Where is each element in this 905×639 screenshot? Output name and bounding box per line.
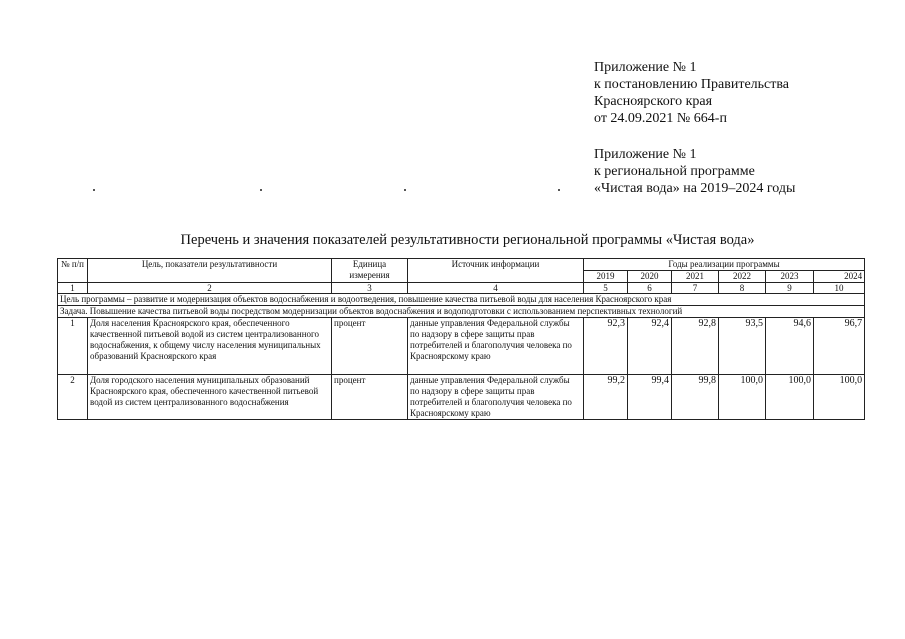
row-unit: процент [332, 375, 408, 420]
header-line: к постановлению Правительства [594, 77, 790, 92]
column-index: 2 [88, 283, 332, 294]
column-index: 6 [628, 283, 672, 294]
row-num: 1 [58, 318, 88, 375]
row-value: 94,6 [766, 318, 814, 375]
row-value: 100,0 [766, 375, 814, 420]
header-year: 2021 [672, 271, 719, 283]
header-year: 2020 [628, 271, 672, 283]
table-header-row [58, 259, 865, 271]
column-index: 5 [584, 283, 628, 294]
header-line: от 24.09.2021 № 664-п [594, 111, 727, 126]
scan-dot [558, 189, 560, 191]
row-indicator: Доля населения Красноярского края, обеспеченного качественной питьевой водой из систем централизованного водоснабжения, к общему числу населения муниципальных образований Красноярского края [88, 318, 332, 375]
header-years-group: Годы реализации программы [584, 259, 865, 271]
table-row [58, 318, 865, 375]
header-year: 2023 [766, 271, 814, 283]
column-index: 1 [58, 283, 88, 294]
task-row [58, 306, 865, 318]
program-goal: Цель программы – развитие и модернизация объектов водоснабжения и водоотведения, повышение качества питьевой воды для населения Красноярского края [58, 294, 865, 306]
row-source: данные управления Федеральной службы по надзору в сфере защиты прав потребителей и благополучия человека по Красноярскому краю [408, 318, 584, 375]
scan-dot [93, 189, 95, 191]
header-year: 2022 [719, 271, 766, 283]
column-index: 3 [332, 283, 408, 294]
header-line: Красноярского края [594, 94, 713, 109]
column-index: 10 [814, 283, 865, 294]
program-task: Задача. Повышение качества питьевой воды посредством модернизации объектов водоснабжения и водоподготовки с использованием перспективных технологий [58, 306, 865, 318]
row-value: 93,5 [719, 318, 766, 375]
header-line: Приложение № 1 [594, 147, 697, 162]
row-value: 92,3 [584, 318, 628, 375]
row-value: 92,8 [672, 318, 719, 375]
row-value: 100,0 [719, 375, 766, 420]
header-block-regional-program [594, 146, 795, 197]
indicators-table [57, 258, 865, 420]
row-num: 2 [58, 375, 88, 420]
scan-dot [404, 189, 406, 191]
row-unit: процент [332, 318, 408, 375]
scan-dot [260, 189, 262, 191]
table-index-row [58, 283, 865, 294]
header-source: Источник информации [408, 259, 584, 283]
row-indicator: Доля городского населения муниципальных образований Красноярского края, обеспеченного качественной питьевой водой из систем централизованного водоснабжения [88, 375, 332, 420]
row-source: данные управления Федеральной службы по надзору в сфере защиты прав потребителей и благополучия человека по Красноярскому краю [408, 375, 584, 420]
header-num: № п/п [58, 259, 88, 283]
header-block-government-decree [594, 59, 789, 127]
header-line: к региональной программе [594, 164, 755, 179]
row-value: 99,8 [672, 375, 719, 420]
document-title: Перечень и значения показателей результативности региональной программы «Чистая вода» [180, 232, 755, 248]
row-value: 96,7 [814, 318, 865, 375]
row-value: 100,0 [814, 375, 865, 420]
header-year: 2019 [584, 271, 628, 283]
row-value: 99,2 [584, 375, 628, 420]
column-index: 7 [672, 283, 719, 294]
header-year: 2024 [814, 271, 865, 283]
column-index: 9 [766, 283, 814, 294]
column-index: 4 [408, 283, 584, 294]
row-value: 99,4 [628, 375, 672, 420]
row-value: 92,4 [628, 318, 672, 375]
header-line: «Чистая вода» на 2019–2024 годы [594, 181, 796, 196]
goal-row [58, 294, 865, 306]
header-unit: Единица измерения [332, 259, 408, 283]
column-index: 8 [719, 283, 766, 294]
table-row [58, 375, 865, 420]
header-goal: Цель, показатели результативности [88, 259, 332, 283]
header-line: Приложение № 1 [594, 60, 697, 75]
